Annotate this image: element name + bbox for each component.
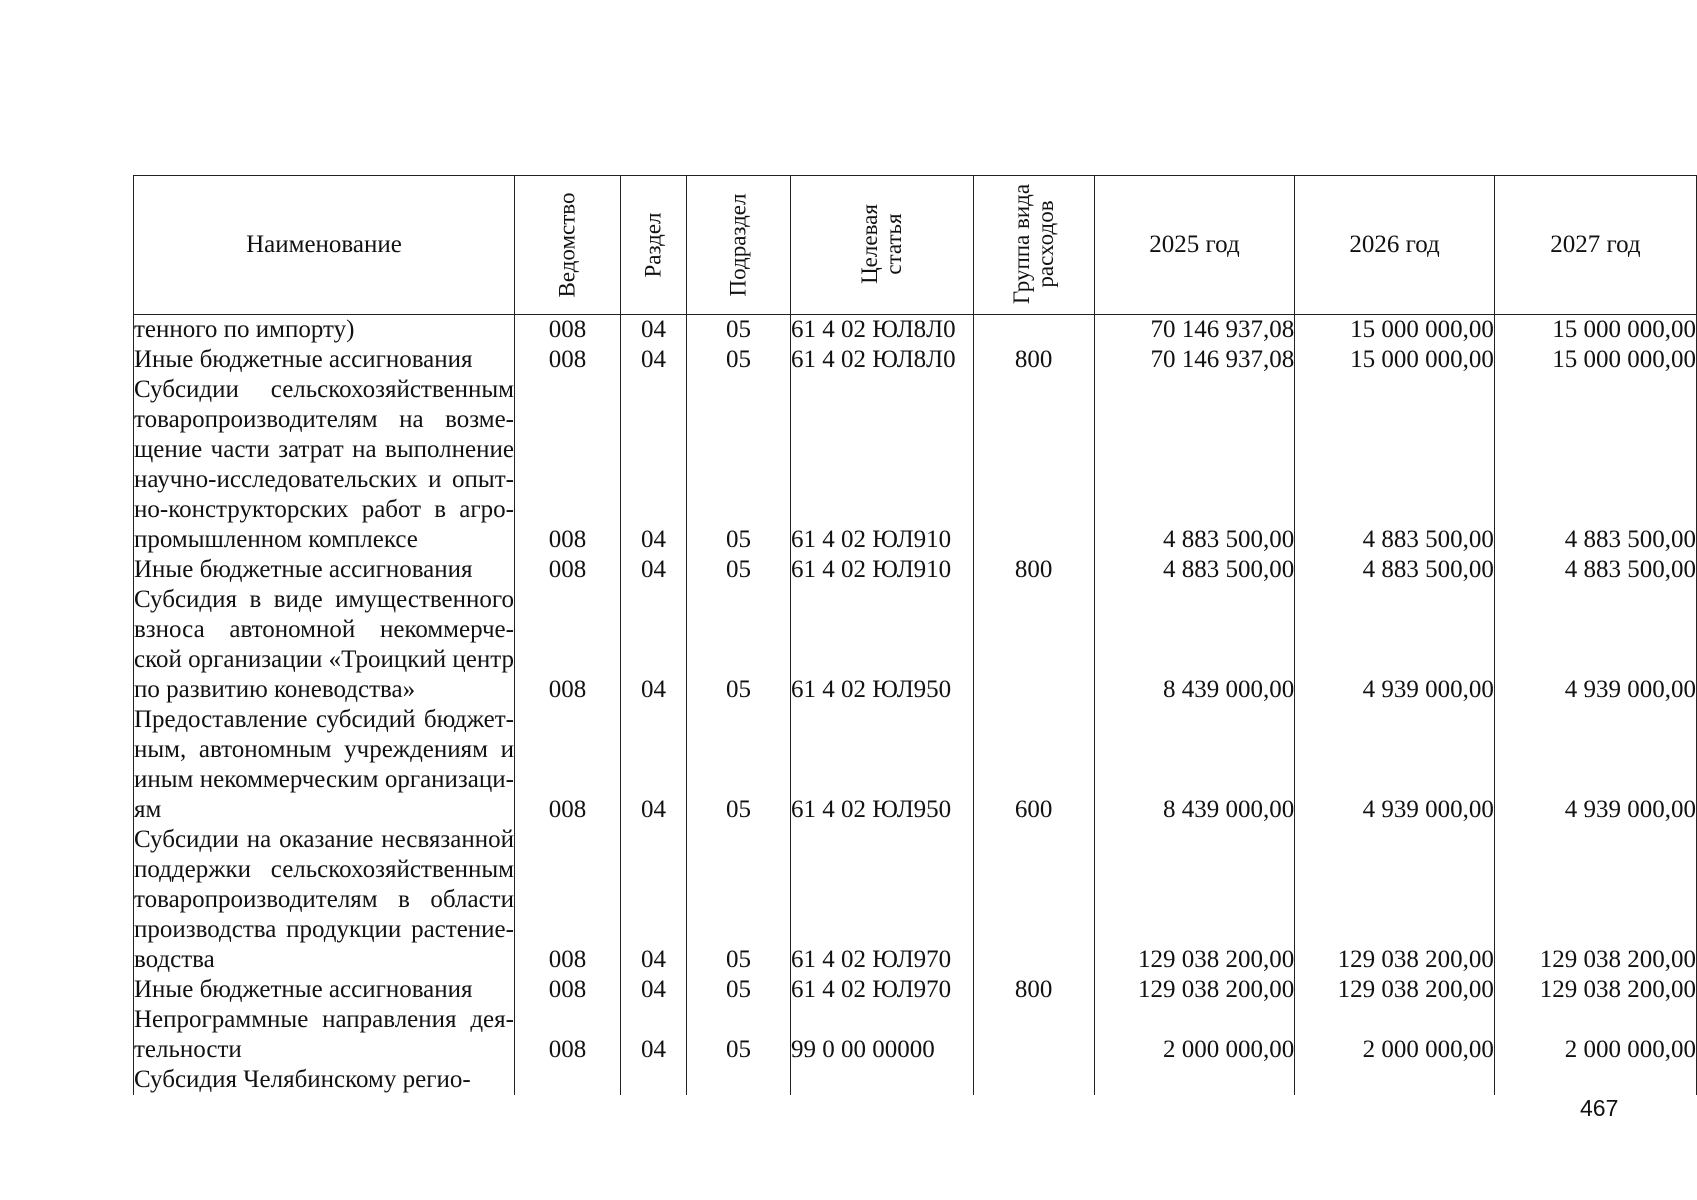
row-section: 04 xyxy=(621,345,687,375)
row-name: Субсидия Челябинскому регио- xyxy=(134,1065,515,1095)
row-amount-2025: 8 439 000,00 xyxy=(1094,705,1294,825)
row-amount-2025 xyxy=(1094,1065,1294,1095)
row-expense-group: 800 xyxy=(973,975,1094,1005)
header-2025 xyxy=(1094,176,1294,315)
row-target-article: 99 0 00 00000 xyxy=(791,1005,974,1065)
row-amount-2026: 15 000 000,00 xyxy=(1295,315,1495,346)
row-target-article: 61 4 02 ЮЛ970 xyxy=(791,975,974,1005)
row-amount-2027: 4 939 000,00 xyxy=(1494,705,1696,825)
row-target-article xyxy=(791,1065,974,1095)
row-department: 008 xyxy=(514,375,620,555)
row-amount-2025: 129 038 200,00 xyxy=(1094,825,1294,975)
header-name-label: Наименование xyxy=(246,231,402,258)
row-amount-2025: 8 439 000,00 xyxy=(1094,585,1294,705)
row-department: 008 xyxy=(514,1005,620,1065)
table-row xyxy=(134,975,1697,1005)
table-row xyxy=(134,585,1697,705)
row-amount-2025: 4 883 500,00 xyxy=(1094,555,1294,585)
row-name: Иные бюджетные ассигнования xyxy=(134,555,515,585)
header-2025-label: 2025 год xyxy=(1149,231,1240,258)
row-amount-2026: 4 883 500,00 xyxy=(1295,555,1495,585)
row-expense-group xyxy=(973,1005,1094,1065)
row-amount-2027 xyxy=(1494,1065,1696,1095)
header-department xyxy=(514,176,620,315)
row-target-article: 61 4 02 ЮЛ950 xyxy=(791,585,974,705)
header-target-article-label xyxy=(858,204,906,284)
header-2026 xyxy=(1295,176,1495,315)
table-row xyxy=(134,375,1697,555)
row-amount-2025: 2 000 000,00 xyxy=(1094,1005,1294,1065)
row-expense-group xyxy=(973,585,1094,705)
row-amount-2025: 70 146 937,08 xyxy=(1094,315,1294,346)
row-section: 04 xyxy=(621,975,687,1005)
row-amount-2027: 15 000 000,00 xyxy=(1494,345,1696,375)
row-amount-2027: 4 883 500,00 xyxy=(1494,375,1696,555)
row-department: 008 xyxy=(514,555,620,585)
row-department: 008 xyxy=(514,345,620,375)
row-department: 008 xyxy=(514,585,620,705)
header-target-line1: Целевая xyxy=(856,203,882,284)
header-department-label: Ведомство xyxy=(554,192,580,298)
row-subsection: 05 xyxy=(687,825,791,975)
row-amount-2026: 15 000 000,00 xyxy=(1295,345,1495,375)
row-amount-2027: 4 939 000,00 xyxy=(1494,585,1696,705)
row-expense-group: 800 xyxy=(973,555,1094,585)
header-2027 xyxy=(1494,176,1696,315)
row-expense-group xyxy=(973,825,1094,975)
header-expense-line1: Группа вида xyxy=(1008,183,1034,304)
row-subsection: 05 xyxy=(687,585,791,705)
row-amount-2025: 70 146 937,08 xyxy=(1094,345,1294,375)
header-target-article xyxy=(791,176,974,315)
row-expense-group xyxy=(973,375,1094,555)
header-section xyxy=(621,176,687,315)
table-body xyxy=(134,315,1697,1096)
row-section: 04 xyxy=(621,375,687,555)
row-amount-2027: 4 883 500,00 xyxy=(1494,555,1696,585)
row-section xyxy=(621,1065,687,1095)
row-subsection: 05 xyxy=(687,555,791,585)
table-row xyxy=(134,315,1697,346)
row-amount-2026: 4 939 000,00 xyxy=(1295,705,1495,825)
row-subsection: 05 xyxy=(687,345,791,375)
row-amount-2027: 129 038 200,00 xyxy=(1494,975,1696,1005)
row-target-article: 61 4 02 ЮЛ8Л0 xyxy=(791,315,974,346)
row-section: 04 xyxy=(621,1005,687,1065)
row-section: 04 xyxy=(621,315,687,346)
header-name xyxy=(134,176,515,315)
row-section: 04 xyxy=(621,705,687,825)
row-subsection: 05 xyxy=(687,1005,791,1065)
row-section: 04 xyxy=(621,825,687,975)
row-subsection: 05 xyxy=(687,315,791,346)
page-number: 467 xyxy=(1580,1095,1619,1121)
row-target-article: 61 4 02 ЮЛ910 xyxy=(791,555,974,585)
row-department xyxy=(514,1065,620,1095)
row-amount-2027: 2 000 000,00 xyxy=(1494,1005,1696,1065)
header-section-label: Раздел xyxy=(640,212,666,278)
row-department: 008 xyxy=(514,825,620,975)
row-section: 04 xyxy=(621,555,687,585)
row-subsection: 05 xyxy=(687,375,791,555)
row-amount-2025: 4 883 500,00 xyxy=(1094,375,1294,555)
row-amount-2025: 129 038 200,00 xyxy=(1094,975,1294,1005)
row-target-article: 61 4 02 ЮЛ910 xyxy=(791,375,974,555)
header-subsection xyxy=(687,176,791,315)
header-2026-label: 2026 год xyxy=(1349,231,1440,258)
header-target-line2: статья xyxy=(880,212,906,275)
row-name: Иные бюджетные ассигнования xyxy=(134,345,515,375)
table-row xyxy=(134,1065,1697,1095)
header-expense-group-label xyxy=(1010,183,1058,303)
row-name: Субсидия в виде имущественного взноса автономной некоммерче-ской организации «Троицкий центр по развитию коневодства» xyxy=(134,586,514,703)
row-expense-group xyxy=(973,315,1094,346)
budget-table xyxy=(133,175,1697,1095)
row-department: 008 xyxy=(514,315,620,346)
row-subsection: 05 xyxy=(687,975,791,1005)
row-section: 04 xyxy=(621,585,687,705)
row-amount-2026: 4 883 500,00 xyxy=(1295,375,1495,555)
row-amount-2026: 129 038 200,00 xyxy=(1295,975,1495,1005)
row-target-article: 61 4 02 ЮЛ8Л0 xyxy=(791,345,974,375)
row-expense-group xyxy=(973,1065,1094,1095)
row-name: Предоставление субсидий бюджет-ным, автономным учреждениям и иным некоммерческим организаци-ям xyxy=(134,706,514,823)
row-name: Субсидии сельскохозяйственным товаропроизводителям на возме-щение части затрат на выполнение научно-исследовательских и опыт-но-конструкторских работ в агро-промышленном комплексе xyxy=(134,376,514,553)
row-department: 008 xyxy=(514,975,620,1005)
table-row xyxy=(134,825,1697,975)
header-expense-group xyxy=(973,176,1094,315)
row-target-article: 61 4 02 ЮЛ950 xyxy=(791,705,974,825)
row-amount-2027: 15 000 000,00 xyxy=(1494,315,1696,346)
row-amount-2027: 129 038 200,00 xyxy=(1494,825,1696,975)
row-expense-group: 800 xyxy=(973,345,1094,375)
row-name: Иные бюджетные ассигнования xyxy=(134,975,515,1005)
row-target-article: 61 4 02 ЮЛ970 xyxy=(791,825,974,975)
header-expense-line2: расходов xyxy=(1032,199,1058,288)
row-amount-2026: 2 000 000,00 xyxy=(1295,1005,1495,1065)
row-amount-2026: 129 038 200,00 xyxy=(1295,825,1495,975)
row-name: тенного по импорту) xyxy=(134,315,515,346)
row-name: Непрограммные направления дея-тельности xyxy=(134,1006,514,1063)
table-row xyxy=(134,555,1697,585)
header-subsection-label: Подраздел xyxy=(725,193,751,297)
row-name: Субсидии на оказание несвязанной поддержки сельскохозяйственным товаропроизводителям в области производства продукции растение-водства xyxy=(134,826,514,973)
header-row xyxy=(134,176,1697,315)
row-amount-2026 xyxy=(1295,1065,1495,1095)
row-expense-group: 600 xyxy=(973,705,1094,825)
row-subsection xyxy=(687,1065,791,1095)
table-row xyxy=(134,345,1697,375)
row-subsection: 05 xyxy=(687,705,791,825)
row-department: 008 xyxy=(514,705,620,825)
table-row xyxy=(134,1005,1697,1065)
table-row xyxy=(134,705,1697,825)
row-amount-2026: 4 939 000,00 xyxy=(1295,585,1495,705)
header-2027-label: 2027 год xyxy=(1550,231,1641,258)
